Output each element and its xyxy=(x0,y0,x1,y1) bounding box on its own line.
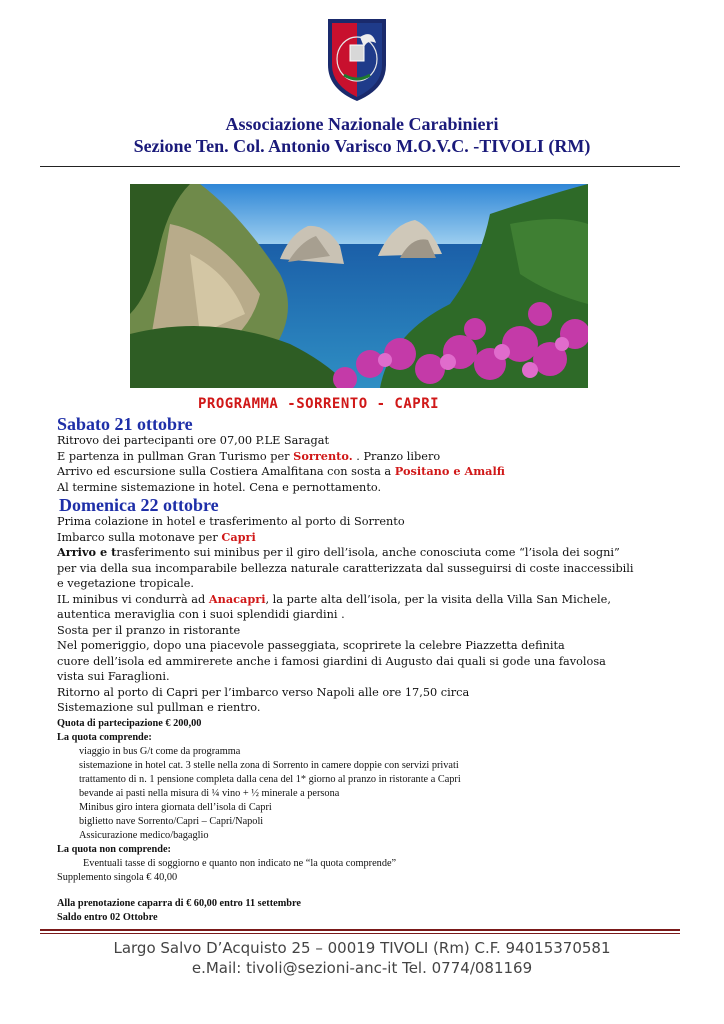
carabinieri-shield-icon xyxy=(324,15,390,103)
includes-item: trattamento di n. 1 pensione completa dalla cena del 1* giorno al pranzo in ristorante a Capri xyxy=(79,774,461,785)
header-divider xyxy=(40,166,680,167)
deposit-line: Alla prenotazione caparra di € 60,00 entro 11 settembre xyxy=(57,898,301,909)
footer-divider-thin xyxy=(40,933,680,934)
includes-item: sistemazione in hotel cat. 3 stelle nella zona di Sorrento in camere doppie con servizi privati xyxy=(79,760,459,771)
day2-line: Arrivo e trasferimento sui minibus per il giro dell’isola, anche conosciuta come “l’isola dei sogni” xyxy=(57,545,620,559)
day2-itinerary xyxy=(57,514,634,716)
day2-line: Sosta per il pranzo in ristorante xyxy=(57,623,241,637)
quota-section xyxy=(57,717,461,885)
day2-line: cuore dell’isola ed ammirerete anche i famosi giardini di Augusto dai quali si gode una favolosa xyxy=(57,654,606,668)
day2-line: IL minibus vi condurrà ad Anacapri, la parte alta dell’isola, per la visita della Villa San Michele, xyxy=(57,591,611,606)
day2-line: Ritorno al porto di Capri per l’imbarco verso Napoli alle ore 17,50 circa xyxy=(57,685,470,699)
day2-line: Imbarco sulla motonave per Capri xyxy=(57,529,256,544)
day1-line: E partenza in pullman Gran Turismo per Sorrento. . Pranzo libero xyxy=(57,448,441,463)
day2-line: Nel pomeriggio, dopo una piacevole passeggiata, scoprirete la celebre Piazzetta definita xyxy=(57,639,565,652)
day1-line: Al termine sistemazione in hotel. Cena e pernottamento. xyxy=(57,480,382,494)
program-title: PROGRAMMA -SORRENTO - CAPRI xyxy=(198,396,440,412)
footer-address: Largo Salvo D’Acquisto 25 – 00019 TIVOLI (Rm) C.F. 94015370581 xyxy=(113,939,611,957)
day2-line: e vegetazione tropicale. xyxy=(57,577,194,590)
excludes-item: Eventuali tasse di soggiorno e quanto non indicato ne “la quota comprende” xyxy=(83,858,397,869)
day2-line: vista sui Faraglioni. xyxy=(57,670,170,683)
day2-line: per via della sua incomparabile bellezza naturale caratterizzata dal susseguirsi di coste inaccessibili xyxy=(57,561,634,575)
includes-item: Minibus giro intera giornata dell’isola di Capri xyxy=(79,802,272,813)
day1-line: Arrivo ed escursione sulla Costiera Amalfitana con sosta a Positano e Amalfi xyxy=(57,464,506,478)
footer-divider xyxy=(40,929,680,931)
day2-line: Sistemazione sul pullman e rientro. xyxy=(57,701,261,714)
day2-title: Domenica 22 ottobre xyxy=(59,495,219,515)
includes-title: La quota comprende: xyxy=(57,732,152,743)
single-supplement: Supplemento singola € 40,00 xyxy=(57,872,178,883)
booking-section xyxy=(57,897,301,925)
day2-line: Prima colazione in hotel e trasferimento al porto di Sorrento xyxy=(57,515,405,528)
excludes-title: La quota non comprende: xyxy=(57,844,171,855)
includes-item: Assicurazione medico/bagaglio xyxy=(79,830,209,841)
day1-itinerary xyxy=(57,433,505,495)
section-name: Sezione Ten. Col. Antonio Varisco M.O.V.C. -TIVOLI (RM) xyxy=(133,136,591,156)
day1-line: Ritrovo dei partecipanti ore 07,00 P.LE Saragat xyxy=(57,434,330,447)
capri-faraglioni-photo xyxy=(130,184,588,388)
organization-name: Associazione Nazionale Carabinieri xyxy=(225,114,499,134)
includes-item: biglietto nave Sorrento/Capri – Capri/Napoli xyxy=(79,816,264,827)
price-line: Quota di partecipazione € 200,00 xyxy=(57,718,202,729)
includes-item: bevande ai pasti nella misura di ¼ vino + ½ minerale a persona xyxy=(79,788,340,799)
day1-title: Sabato 21 ottobre xyxy=(57,414,193,434)
footer-contact: e.Mail: tivoli@sezioni-anc-it Tel. 0774/081169 xyxy=(191,959,533,977)
includes-item: viaggio in bus G/t come da programma xyxy=(79,746,241,757)
day2-line: autentica meraviglia con i suoi splendidi giardini . xyxy=(57,608,345,621)
balance-line: Saldo entro 02 Ottobre xyxy=(57,912,158,923)
